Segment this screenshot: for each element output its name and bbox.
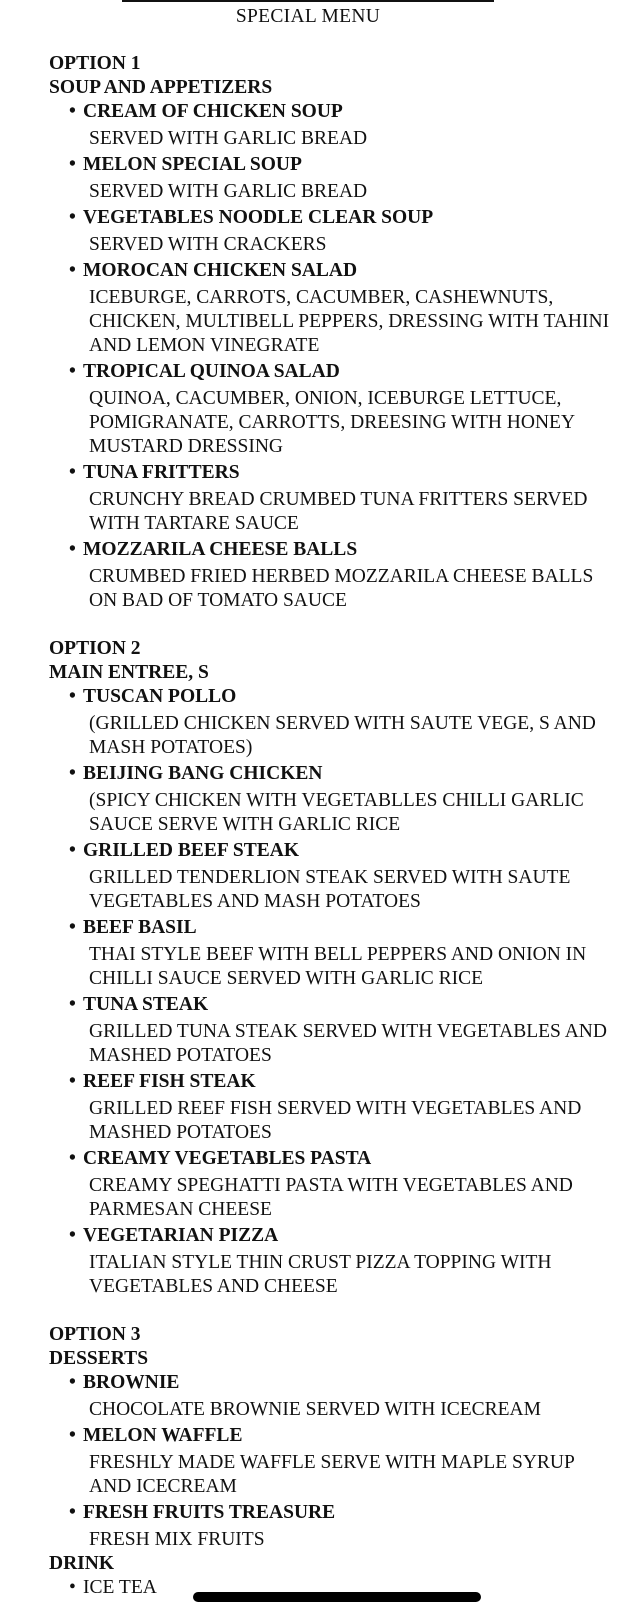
item-name-text: TUNA STEAK [83, 994, 209, 1015]
menu-item-description: SERVED WITH CRACKERS [89, 234, 327, 255]
menu-item-name [69, 1070, 619, 1094]
menu-item-name [69, 993, 619, 1017]
bullet-icon: • [69, 1372, 76, 1393]
item-name-text: GRILLED BEEF STEAK [83, 840, 300, 861]
home-indicator[interactable] [193, 1592, 481, 1602]
menu-item-description: QUINOA, CACUMBER, ONION, ICEBURGE LETTUCE, POMIGRANATE, CARROTTS, DREESING WITH HONEY MUSTARD DRESSING [89, 388, 575, 457]
menu-item-name [69, 1371, 619, 1395]
section-heading: MAIN ENTREE, S [49, 662, 209, 683]
menu-item-description: (SPICY CHICKEN WITH VEGETABLLES CHILLI GARLIC SAUCE SERVE WITH GARLIC RICE [89, 790, 584, 835]
menu-item-name [69, 206, 619, 230]
menu-item-name [69, 685, 619, 709]
menu-item-description: ICEBURGE, CARROTS, CACUMBER, CASHEWNUTS, CHICKEN, MULTIBELL PEPPERS, DRESSING WITH TAHINI AND LEMON VINEGRATE [89, 287, 610, 356]
bullet-icon: • [69, 1071, 76, 1092]
menu-item-name [69, 839, 619, 863]
bullet-icon: • [69, 260, 76, 281]
menu-item-name [69, 1147, 619, 1171]
item-name-text: MELON SPECIAL SOUP [83, 154, 302, 175]
option-label: OPTION 2 [49, 638, 141, 659]
menu-item-name [69, 259, 619, 283]
menu-item-name [69, 916, 619, 940]
item-name-text: BEIJING BANG CHICKEN [83, 763, 323, 784]
menu-item-name [69, 360, 619, 384]
section-heading: DRINK [49, 1553, 115, 1574]
menu-item-description: GRILLED TENDERLION STEAK SERVED WITH SAUTE VEGETABLES AND MASH POTATOES [89, 867, 571, 912]
bullet-icon: • [69, 917, 76, 938]
top-divider [122, 0, 494, 2]
item-name-text: REEF FISH STEAK [83, 1071, 256, 1092]
item-name-text: TUNA FRITTERS [83, 462, 240, 483]
menu-item-description: CHOCOLATE BROWNIE SERVED WITH ICECREAM [89, 1399, 541, 1420]
menu-item-description: CREAMY SPEGHATTI PASTA WITH VEGETABLES AND PARMESAN CHEESE [89, 1175, 573, 1220]
menu-item-name [69, 762, 619, 786]
menu-section [49, 1323, 619, 1552]
item-name-text: BROWNIE [83, 1372, 180, 1393]
item-name-text: CREAMY VEGETABLES PASTA [83, 1148, 372, 1169]
bullet-icon: • [69, 840, 76, 861]
section-heading: DESSERTS [49, 1348, 149, 1369]
item-name-text: MOROCAN CHICKEN SALAD [83, 260, 358, 281]
menu-section [49, 637, 619, 1299]
menu-item-description: (GRILLED CHICKEN SERVED WITH SAUTE VEGE, S AND MASH POTATOES) [89, 713, 596, 758]
item-name-text: FRESH FRUITS TREASURE [83, 1502, 336, 1523]
item-name-text: VEGETABLES NOODLE CLEAR SOUP [83, 207, 434, 228]
menu-item-description: CRUMBED FRIED HERBED MOZZARILA CHEESE BALLS ON BAD OF TOMATO SAUCE [89, 566, 594, 611]
option-label: OPTION 1 [49, 53, 141, 74]
bullet-icon: • [69, 994, 76, 1015]
item-name-text: MELON WAFFLE [83, 1425, 243, 1446]
menu-item-name [69, 100, 619, 124]
menu-item-name [69, 461, 619, 485]
menu-content [49, 52, 619, 1600]
bullet-icon: • [69, 1225, 76, 1246]
item-name-text: TROPICAL QUINOA SALAD [83, 361, 340, 382]
menu-title: SPECIAL MENU [235, 6, 381, 27]
menu-item-description: GRILLED TUNA STEAK SERVED WITH VEGETABLES AND MASHED POTATOES [89, 1021, 607, 1066]
menu-item-description: THAI STYLE BEEF WITH BELL PEPPERS AND ONION IN CHILLI SAUCE SERVED WITH GARLIC RICE [89, 944, 587, 989]
bullet-icon: • [69, 1148, 76, 1169]
bullet-icon: • [69, 1502, 76, 1523]
item-name-text: BEEF BASIL [83, 917, 197, 938]
item-name-text: TUSCAN POLLO [83, 686, 237, 707]
menu-item-description: FRESH MIX FRUITS [89, 1529, 265, 1550]
menu-item-description: GRILLED REEF FISH SERVED WITH VEGETABLES AND MASHED POTATOES [89, 1098, 582, 1143]
menu-item-name [69, 153, 619, 177]
bullet-icon: • [69, 462, 76, 483]
menu-item-name [69, 1224, 619, 1248]
menu-item-description: SERVED WITH GARLIC BREAD [89, 128, 368, 149]
drink-item-text: ICE TEA [83, 1577, 157, 1598]
menu-item-name [69, 1501, 619, 1525]
bullet-icon: • [69, 154, 76, 175]
menu-item-description: ITALIAN STYLE THIN CRUST PIZZA TOPPING WITH VEGETABLES AND CHEESE [89, 1252, 552, 1297]
item-name-text: MOZZARILA CHEESE BALLS [83, 539, 358, 560]
item-name-text: CREAM OF CHICKEN SOUP [83, 101, 343, 122]
menu-section [49, 52, 619, 613]
bullet-icon: • [69, 686, 76, 707]
menu-item-description: FRESHLY MADE WAFFLE SERVE WITH MAPLE SYRUP AND ICECREAM [89, 1452, 575, 1497]
menu-item-description: CRUNCHY BREAD CRUMBED TUNA FRITTERS SERVED WITH TARTARE SAUCE [89, 489, 588, 534]
menu-item-name [69, 1424, 619, 1448]
menu-item-name [69, 538, 619, 562]
bullet-icon: • [69, 539, 76, 560]
bullet-icon: • [69, 207, 76, 228]
option-label: OPTION 3 [49, 1324, 141, 1345]
section-heading: SOUP AND APPETIZERS [49, 77, 273, 98]
menu-item-description: SERVED WITH GARLIC BREAD [89, 181, 368, 202]
bullet-icon: • [69, 361, 76, 382]
bullet-icon: • [69, 101, 76, 122]
bullet-icon: • [69, 1425, 76, 1446]
bullet-icon: • [69, 1577, 76, 1598]
item-name-text: VEGETARIAN PIZZA [83, 1225, 279, 1246]
bullet-icon: • [69, 763, 76, 784]
